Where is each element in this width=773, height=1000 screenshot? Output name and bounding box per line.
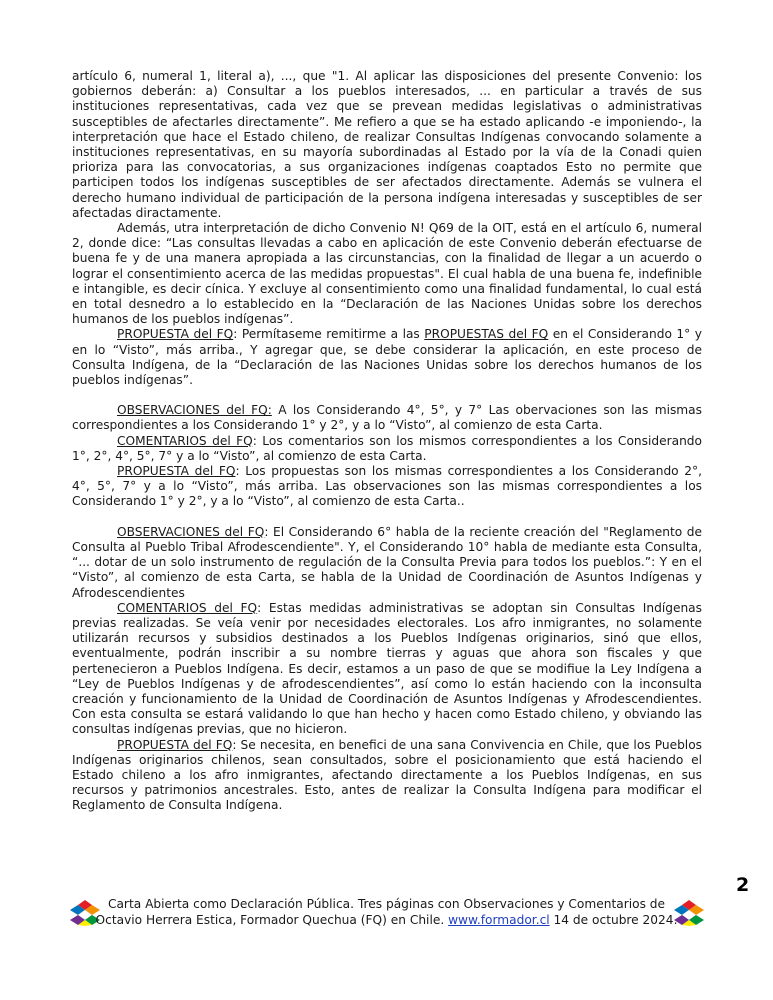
- section-label: COMENTARIOS del FQ: [117, 600, 258, 615]
- paragraph-text: en el Considerando 1° y en lo “Visto”, más arriba., Y agregar que, se debe considerar la aplicación, en este proceso de Consulta Indígena, de la “Declaración de las Naciones Unidas sobre los derechos humanos de los pueblos indígenas”.: [72, 327, 702, 388]
- paragraph-text: artículo 6, numeral 1, literal a), ..., que "1. Al aplicar las disposiciones del presente Convenio: los gobiernos deberán: a) Consultar a los pueblos interesados, ... en particular a través de sus instituciones representativas, cada vez que se prevean medidas legislativas o administrativas susceptibles de afectarles directamente”. Me refiero a que se ha estado aplicando -e imponiendo-, la interpretación que hace el Estado chileno, de realizar Consultas Indígenas convocando solamente a instituciones representativas, en su mayoría subordinadas al Estado por la vía de la Conadi quien prioriza para las convocatorias, a sus organizaciones indígenas coaptados Esto no permite que participen todos los indígenas susceptibles de ser afectados directamente. Además se vulnera el derecho humano individual de participación de la persona indígena interesadas y susceptibles de ser afectadas diractamente.: [72, 69, 702, 220]
- paragraph-text: : Se necesita, en benefici de una sana Convivencia en Chile, que los Pueblos Indígenas originarios chilenos, sean consultados, sobre el posicionamiento que está haciendo el Estado chileno a los afro inmigrantes, afectando directamente a los Pueblos Indígenas, en sus recursos y patrimonios ancestrales. Esto, antes de realizar la Consulta Indígena para modificar el Reglamento de Consulta Indígena.: [72, 737, 702, 813]
- paragraph: [72, 221, 702, 327]
- section-label: PROPUESTA del FQ: [117, 327, 234, 342]
- paragraph-text: A los Considerando 4°, 5°, y 7° Las obervaciones son las mismas correspondientes a los Considerando 1° y 2°, y a lo “Visto”, al comienzo de esta Carta.: [72, 403, 702, 433]
- website-link[interactable]: www.formador.cl: [448, 913, 550, 927]
- section-label: PROPUESTA del FQ: [117, 737, 233, 752]
- footer: [0, 896, 773, 928]
- section-label: COMENTARIOS del FQ: [117, 433, 253, 448]
- footer-line-2: [0, 912, 773, 928]
- paragraph-text: Además, utra interpretación de dicho Convenio N! Q69 de la OIT, está en el artículo 6, numeral 2, donde dice: “Las consultas llevadas a cabo en aplicación de este Convenio deberán efectuarse de buena fe y de una manera apropiada a las circunstancias, con la finalidad de llegar a un acuerdo o lograr el consentimiento acerca de las medidas propuestas". El cual habla de una buena fe, indefinible e intangible, es decir cínica. Y excluye al consentimiento como una finalidad fundamental, lo cual está en total desnedro a lo establecido en la “Declaración de las Naciones Unidas sobre los derechos humanos de los pueblos indígenas”.: [72, 221, 702, 327]
- paragraph-text: : Los propuestas son los mismas correspondientes a los Considerando 2°, 4°, 5°, 7° y a lo “Visto”, más arriba. Las observaciones son las mismas correspondientes a los Considerando 1° y 2°, y a lo “Visto”, al comienzo de esta Carta..: [72, 464, 702, 509]
- paragraph: [72, 434, 702, 464]
- page-number: 2: [736, 874, 750, 896]
- footer-date: 14 de octubre 2024.: [549, 913, 678, 927]
- paragraph: [72, 464, 702, 510]
- paragraph-spacer: [72, 388, 702, 403]
- paragraph: [72, 601, 702, 738]
- section-label: OBSERVACIONES del FQ: [117, 524, 265, 539]
- section-label: PROPUESTAS del FQ: [424, 327, 549, 342]
- paragraph: [72, 525, 702, 601]
- footer-author: Octavio Herrera Estica, Formador Quechua (FQ) en Chile.: [95, 913, 449, 927]
- footer-line-1: Carta Abierta como Declaración Pública. Tres páginas con Observaciones y Comentarios de: [107, 897, 666, 911]
- section-label: OBSERVACIONES del FQ:: [117, 403, 272, 418]
- paragraph-text: : Los comentarios son los mismos correspondientes a los Considerando 1°, 2°, 4°, 5°, 7° y a lo “Visto”, al comienzo de esta Carta.: [72, 433, 702, 463]
- paragraph: [72, 327, 702, 388]
- section-label: PROPUESTA del FQ: [117, 464, 236, 479]
- paragraph-text: : Permítaseme remitirme a las: [233, 327, 425, 342]
- paragraph: [72, 403, 702, 433]
- paragraph-text: : El Considerando 6° habla de la reciente creación del "Reglamento de Consulta al Pueblo Tribal Afrodescendiente". Y, el Considerando 10° habla de mediante esta Consulta, “... dotar de un solo instrumento de regulación de la Consulta Previa para todos los pueblos.”: Y en el “Visto”, al comienzo de esta Carta, se habla de la Unidad de Coordinación de Asuntos Indígenas y Afrodescendientes: [72, 524, 703, 600]
- paragraph: [72, 69, 702, 221]
- paragraph-spacer: [72, 510, 702, 525]
- paragraph-text: : Estas medidas administrativas se adoptan sin Consultas Indígenas previas realizadas. Se veía venir por necesidades electorales. Los afro inmigrantes, no solamente utilizarán recursos y subsidios destinados a los Pueblos Indígenas originarios, sinó que ellos, eventualmente, podrán inscribir a su nombre tierras y aguas que ahora son fiscales y que pertenecieron a Pueblos Indígena. Es decir, estamos a un paso de que se modifiue la Ley Indígena a “Ley de Pueblos Indígenas y de afrodescendientes”, así como lo están haciendo con la inconsulta creación y funcionamiento de la Unidad de Coordinación de Asuntos Indígenas y Afrodescendientes. Con esta consulta se estará validando lo que han hecho y hacen como Estado chileno, y obviando las consultas indígenas previas, que no hicieron.: [72, 600, 703, 737]
- paragraph: [72, 738, 702, 814]
- document-body: [72, 69, 702, 814]
